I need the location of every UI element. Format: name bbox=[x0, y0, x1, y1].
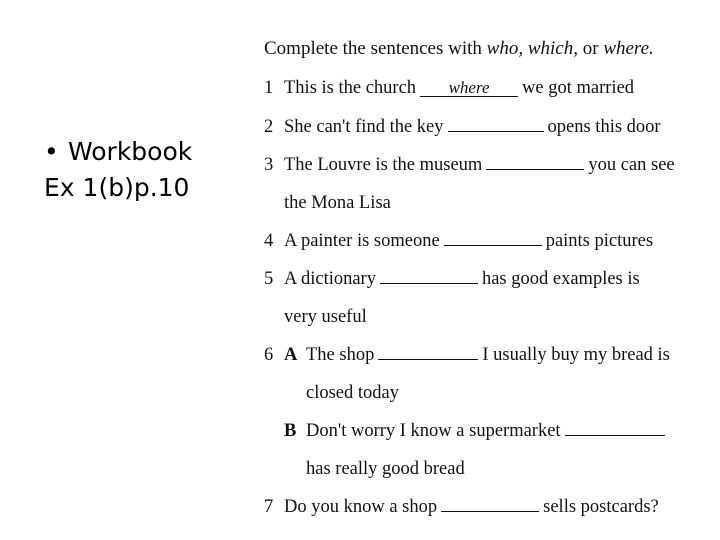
answer-blank bbox=[448, 117, 544, 132]
answer-blank bbox=[378, 345, 478, 360]
answer-blank-filled: where bbox=[420, 80, 518, 97]
sentence-5-continued: very useful bbox=[284, 307, 367, 327]
sentence-5: 5 A dictionary has good examples is bbox=[264, 269, 640, 289]
answer-blank bbox=[444, 231, 542, 246]
sentence-6a: 6 A The shop I usually buy my bread is bbox=[264, 345, 670, 365]
sentence-1: 1 This is the church where we got married bbox=[264, 78, 635, 98]
sentence-3: 3 The Louvre is the museum you can see bbox=[264, 155, 675, 175]
answer-blank bbox=[441, 497, 539, 512]
sentence-2: 2 She can't find the key opens this door bbox=[264, 117, 661, 137]
workbook-label: Workbook bbox=[68, 137, 193, 166]
sentence-3-continued: the Mona Lisa bbox=[284, 193, 391, 213]
bullet-dot: • bbox=[44, 137, 59, 166]
bullet-workbook bbox=[44, 134, 192, 170]
answer-blank bbox=[380, 269, 478, 284]
exercise-reference: Ex 1(b)p.10 bbox=[44, 173, 190, 202]
sentence-6b: B Don't worry I know a supermarket bbox=[284, 421, 669, 442]
sentence-6b-continued: has really good bread bbox=[306, 459, 465, 479]
answer-blank bbox=[565, 421, 665, 436]
slide-bullet-text bbox=[44, 134, 192, 206]
sentence-7: 7 Do you know a shop sells postcards? bbox=[264, 497, 659, 517]
sentence-4: 4 A painter is someone paints pictures bbox=[264, 231, 654, 251]
answer-blank bbox=[486, 155, 584, 170]
exercise-instruction: Complete the sentences with who, which, or where. bbox=[264, 38, 654, 59]
sentence-6a-continued: closed today bbox=[306, 383, 399, 403]
